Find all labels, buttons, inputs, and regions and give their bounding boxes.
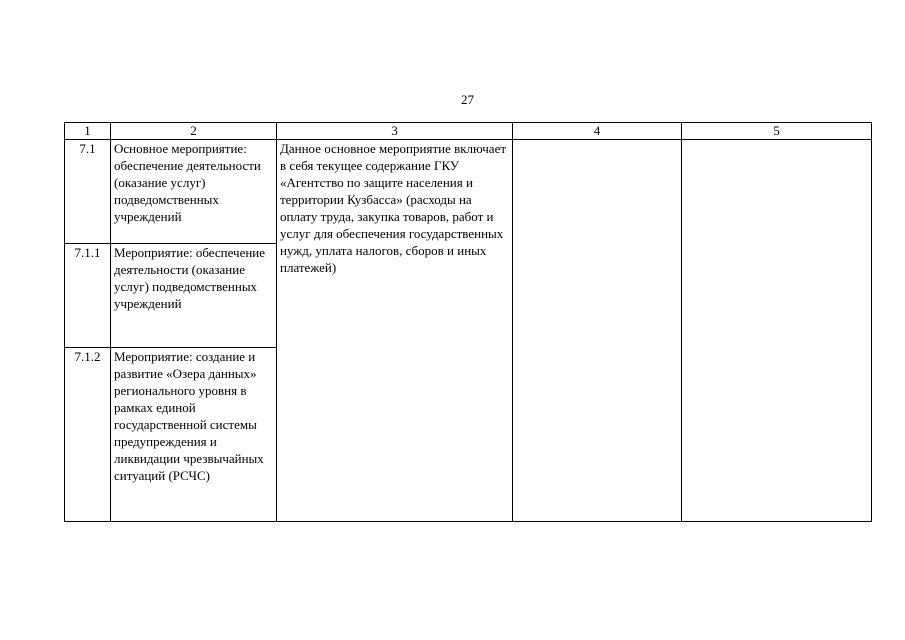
row-name: Мероприятие: обеспечение деятельности (оказание услуг) подведомственных учреждений [111,244,277,348]
column-header-3: 3 [277,123,513,140]
column-4-cell [513,140,682,522]
row-name: Мероприятие: создание и развитие «Озера данных» регионального уровня в рамках единой государственной системы предупреждения и ликвидации чрезвычайных ситуаций (РСЧС) [111,348,277,522]
row-number: 7.1.2 [65,348,111,522]
table-header-row [65,123,872,140]
column-header-2: 2 [111,123,277,140]
row-number: 7.1 [65,140,111,244]
document-table [64,122,872,522]
row-name: Основное мероприятие: обеспечение деятельности (оказание услуг) подведомственных учреждений [111,140,277,244]
column-header-5: 5 [682,123,872,140]
row-number: 7.1.1 [65,244,111,348]
page-number: 27 [461,92,474,107]
column-5-cell [682,140,872,522]
table-row [65,140,872,244]
row-description: Данное основное мероприятие включает в себя текущее содержание ГКУ «Агентство по защите населения и территории Кузбасса» (расходы на оплату труда, закупка товаров, работ и услуг для обеспечения государственных нужд, уплата налогов, сборов и иных платежей) [277,140,513,522]
column-header-1: 1 [65,123,111,140]
column-header-4: 4 [513,123,682,140]
